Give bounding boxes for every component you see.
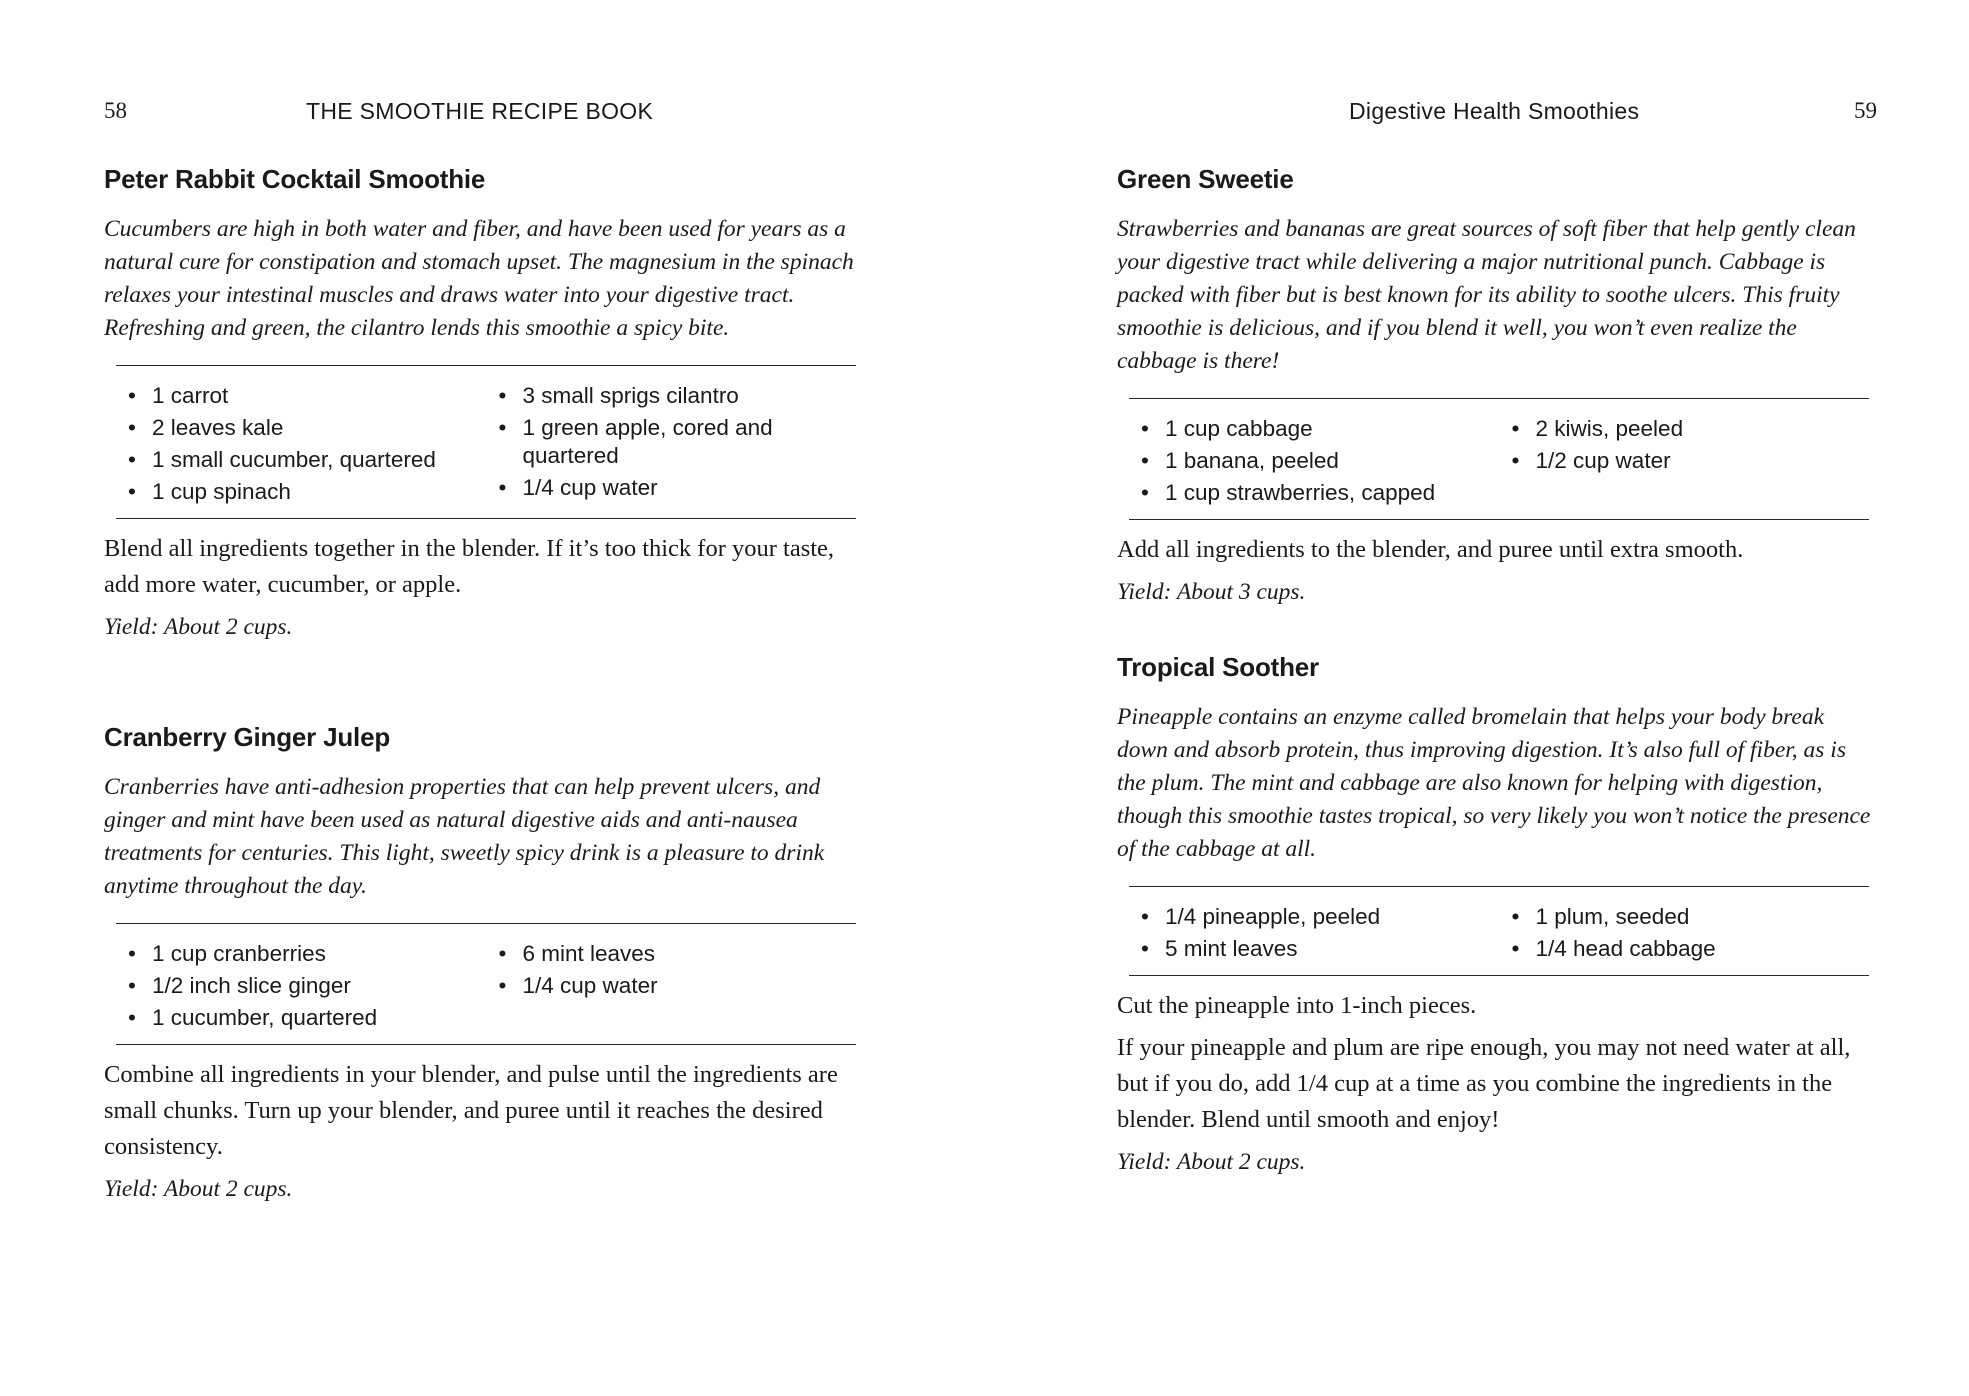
recipe-cranberry-ginger-julep (104, 721, 864, 1205)
recipe-directions: Add all ingredients to the blender, and puree until extra smooth. (1117, 536, 1744, 563)
running-head: THE SMOOTHIE RECIPE BOOK (306, 98, 654, 124)
ingredients-box (116, 365, 856, 519)
running-head: Digestive Health Smoothies (1349, 98, 1640, 124)
ingredient-item: • 6 mint leaves (497, 940, 857, 968)
recipe-yield: Yield: About 2 cups. (104, 614, 293, 640)
ingredient-item: • 1/4 cup water (497, 972, 857, 1000)
ingredient-item: • 1 carrot (126, 382, 487, 410)
ingredients-column (1129, 903, 1500, 967)
recipe-title: Cranberry Ginger Julep (104, 722, 391, 752)
recipe-peter-rabbit (104, 163, 864, 643)
ingredient-item: • 1/4 pineapple, peeled (1139, 903, 1500, 931)
ingredient-item: • 2 leaves kale (126, 414, 487, 442)
page-number: 59 (1854, 98, 1877, 123)
ingredient-item: • 1 cucumber, quartered (126, 1004, 487, 1032)
ingredient-item: • 1 small cucumber, quartered (126, 446, 487, 474)
recipe-title: Tropical Soother (1117, 652, 1319, 682)
ingredients-column (1500, 415, 1870, 511)
ingredients-box (1129, 886, 1869, 976)
ingredient-item: • 5 mint leaves (1139, 935, 1500, 963)
recipe-tropical-soother (1117, 651, 1877, 1178)
recipe-intro: Cucumbers are high in both water and fiber, and have been used for years as a natural cure for constipation and stomach upset. The magnesium in the spinach relaxes your intestinal muscles and draws water into your digestive tract. Refreshing and green, the cilantro lends this smoothie a spicy bite. (104, 216, 854, 341)
recipe-yield: Yield: About 3 cups. (1117, 579, 1306, 605)
recipe-intro: Cranberries have anti-adhesion properties that can help prevent ulcers, and ginger and mint have been used as natural digestive aids and anti-nausea treatments for centuries. This light, sweetly spicy drink is a pleasure to drink anytime throughout the day. (104, 774, 825, 899)
ingredients-box (1129, 398, 1869, 520)
ingredient-item: • 1 cup cranberries (126, 940, 487, 968)
ingredient-item: • 2 kiwis, peeled (1510, 415, 1870, 443)
ingredients-column (1129, 415, 1500, 511)
recipe-title: Peter Rabbit Cocktail Smoothie (104, 164, 486, 194)
recipe-yield: Yield: About 2 cups. (1117, 1149, 1306, 1175)
ingredients-column (1500, 903, 1870, 967)
ingredient-item: • 1 cup strawberries, capped (1139, 479, 1500, 507)
ingredient-item: • 1 green apple, cored and quartered (497, 414, 857, 470)
ingredients-box (116, 923, 856, 1045)
recipe-intro: Pineapple contains an enzyme called bromelain that helps your body break down and absorb protein, thus improving digestion. It’s also full of fiber, as is the plum. The mint and cabbage are also known for helping with digestion, though this smoothie tastes tropical, so very likely you won’t notice the presence of the cabbage at all. (1117, 704, 1871, 862)
ingredients-column (116, 382, 487, 510)
ingredient-item: • 1 banana, peeled (1139, 447, 1500, 475)
ingredient-item: • 1 cup spinach (126, 478, 487, 506)
ingredient-item: • 3 small sprigs cilantro (497, 382, 857, 410)
recipe-yield: Yield: About 2 cups. (104, 1176, 293, 1202)
ingredients-column (116, 940, 487, 1036)
recipe-directions: If your pineapple and plum are ripe enough, you may not need water at all, but if you do, add 1/4 cup at a time as you combine the ingredients in the blender. Blend until smooth and enjoy! (1117, 1034, 1851, 1133)
ingredients-column (487, 940, 857, 1036)
ingredient-item: • 1/2 cup water (1510, 447, 1870, 475)
page-number: 58 (104, 98, 127, 123)
ingredient-item: • 1 cup cabbage (1139, 415, 1500, 443)
recipe-directions: Combine all ingredients in your blender, and pulse until the ingredients are small chunks. Turn up your blender, and puree until it reaches the desired consistency. (104, 1061, 838, 1160)
recipe-green-sweetie (1117, 163, 1877, 608)
ingredient-item: • 1 plum, seeded (1510, 903, 1870, 931)
recipe-directions: Cut the pineapple into 1-inch pieces. (1117, 992, 1477, 1019)
left-page (104, 0, 864, 1396)
ingredient-item: • 1/4 head cabbage (1510, 935, 1870, 963)
ingredient-item: • 1/2 inch slice ginger (126, 972, 487, 1000)
ingredients-column (487, 382, 857, 510)
recipe-intro: Strawberries and bananas are great sources of soft fiber that help gently clean your digestive tract while delivering a major nutritional punch. Cabbage is packed with fiber but is best known for its ability to soothe ulcers. This fruity smoothie is delicious, and if you blend it well, you won’t even realize the cabbage is there! (1117, 216, 1856, 374)
right-page (1117, 0, 1877, 1396)
recipe-title: Green Sweetie (1117, 164, 1294, 194)
recipe-directions: Blend all ingredients together in the blender. If it’s too thick for your taste, add more water, cucumber, or apple. (104, 535, 835, 598)
ingredient-item: • 1/4 cup water (497, 474, 857, 502)
